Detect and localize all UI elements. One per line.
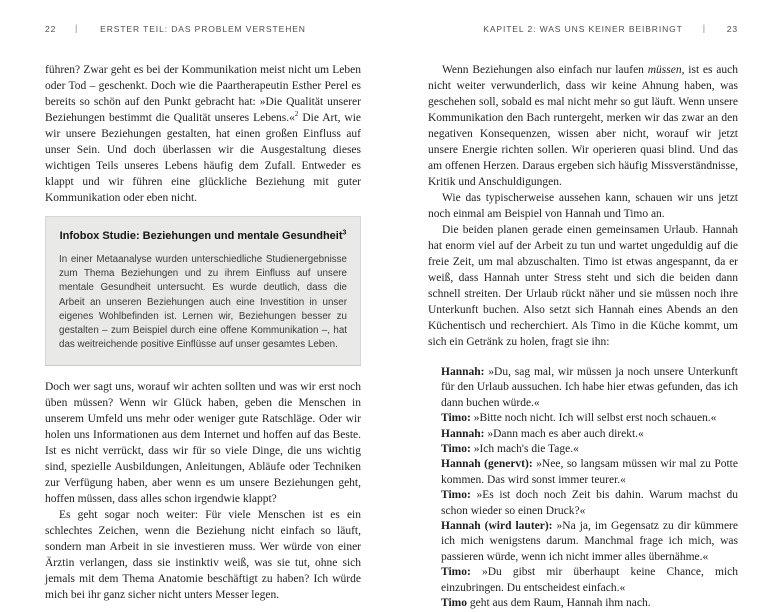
dialogue-line bbox=[441, 565, 738, 596]
header-divider: | bbox=[702, 23, 706, 33]
text-run: »Es ist doch noch Zeit bis dahin. Warum machst du schon wieder so einen Druck?« bbox=[441, 489, 738, 517]
body-paragraph bbox=[428, 222, 738, 350]
text-run: »Du gibst mir überhaupt keine Chance, mich einzubringen. Du entscheidest einfach.« bbox=[441, 566, 738, 594]
body-paragraph bbox=[45, 507, 361, 603]
left-page-content bbox=[45, 62, 361, 603]
body-paragraph bbox=[45, 62, 361, 206]
bold-text: Timo bbox=[441, 597, 467, 610]
text-run: Wie das typischerweise aussehen kann, schauen wir uns jetzt noch einmal am Beispiel von Hannah und Timo an. bbox=[428, 192, 738, 220]
infobox-title-text bbox=[59, 229, 347, 244]
text-run: geht aus dem Raum, Hannah ihm nach. bbox=[467, 597, 651, 610]
text-run: »Dann mach es aber auch direkt.« bbox=[484, 427, 644, 440]
dialogue-line bbox=[441, 457, 738, 488]
text-run: In einer Metaanalyse wurden unterschiedliche Studienergebnisse zum Thema Beziehungen und zu ihrem Einfluss auf unsere mentale Gesundheit untersucht. Es wurde deutlich, dass die Arbeit an unseren Beziehungen auch eine Investition in unser eigenes Wohlbefinden ist. Lernen wir, Beziehungen besser zu gestalten – zum Beispiel durch eine offene Kommunikation –, hat das weitreichende positive Einflüsse auf unser gesamtes Leben. bbox=[59, 254, 347, 351]
text-run: Es geht sogar noch weiter: Für viele Menschen ist es ein schlechtes Zeichen, wenn die Beziehung nicht einfach so läuft, sondern man Arbeit in sie investieren muss. Wer würde von einer Ärztin verlangen, dass sie instinktiv weiß, was sie tut, ohne sich jemals mit dem Thema Anatomie beschäftigt zu haben? Ich würde mich bei ihr ganz sicher nicht unters Messer legen. bbox=[45, 509, 361, 602]
text-run: führen? Zwar geht es bei der Kommunikation meist nicht um Leben oder Tod – geschenkt. Doch wie die Paartherapeutin Esther Perel es bereits so schön auf den Punkt gebracht hat: »Die Qualität unserer Beziehungen bestimmt die Qualität unseres Lebens.« bbox=[45, 64, 361, 124]
bold-text: Timo: bbox=[441, 566, 471, 579]
left-body-paragraphs bbox=[45, 379, 361, 603]
bold-text: Hannah: bbox=[441, 427, 485, 440]
infobox-study bbox=[45, 216, 361, 366]
text-run: Infobox Studie: Beziehungen und mentale Gesundheit bbox=[59, 230, 343, 242]
text-run: »Du, sag mal, wir müssen ja noch unsere Unterkunft für den Urlaub aussuchen. Ich habe hier etwas gefunden, das ich dann buchen würde.« bbox=[441, 366, 738, 409]
bold-text: Timo: bbox=[441, 443, 471, 456]
text-run: »Nee, so langsam müssen wir mal zu Potte kommen. Das wird sonst immer teurer.« bbox=[441, 458, 738, 486]
right-page-content bbox=[428, 62, 738, 612]
right-page-number: 23 bbox=[726, 24, 738, 34]
footnote-marker: 3 bbox=[342, 229, 347, 237]
text-run: »Na ja, im Gegensatz zu dir kümmere ich mich wenigstens darum. Manchmal frage ich mich, was passieren würde, wenn ich nicht immer alles übernähme.« bbox=[441, 520, 738, 563]
italic-text: müssen bbox=[647, 64, 682, 76]
text-run: Die beiden planen gerade einen gemeinsamen Urlaub. Hannah hat enorm viel auf der Arbeit zu tun und wartet ungeduldig auf die freie Zeit, um mal abzuschalten. Timo ist etwas angespannt, da er weiß, dass Hannah unter Stress steht und sich die beiden dann schnell streiten. Der Urlaub rückt näher und sie müssen noch ihre Unterkunft buchen. Also setzt sich Hannah eines Abends an den Küchentisch und recherchiert. Als Timo in die Küche kommt, um sich ein Getränk zu holen, fragt sie ihn: bbox=[428, 224, 738, 348]
bold-text: Timo: bbox=[441, 412, 471, 425]
dialogue-line bbox=[441, 427, 738, 442]
left-running-header bbox=[45, 24, 361, 36]
body-paragraph bbox=[428, 62, 738, 190]
right-running-header bbox=[428, 24, 738, 36]
bold-text: Hannah (genervt): bbox=[441, 458, 533, 471]
text-run: Die Art, wie wir unsere Beziehungen gestalten, hat einen großen Einfluss auf unser Sein. Und doch überlassen wir die Ausgestaltung dieses wichtigen Teils unseres Lebens häufig dem Zufall. Entweder es klappt und wir führen eine glückliche Beziehung mit guter Kommunikation oder eben nicht. bbox=[45, 112, 361, 204]
text-run: , ist es auch nicht weiter verwunderlich, dass wir keine Ahnung haben, was geschehen soll, sobald es mal nicht mehr so gut läuft. Wenn unsere Kommunikation den Bach runtergeht, merken wir das zwar an den negativen Konsequenzen, wissen aber nicht, worauf wir jetzt unsere Energie richten sollen. Wir operieren quasi blind. Und das am offenen Herzen. Daraus ergeben sich häufig Missverständnisse, Kritik und Anschuldigungen. bbox=[428, 64, 739, 188]
left-running-title: ERSTER TEIL: DAS PROBLEM VERSTEHEN bbox=[100, 24, 306, 34]
body-paragraph bbox=[45, 379, 361, 507]
page-left bbox=[45, 24, 361, 603]
bold-text: Timo: bbox=[441, 489, 471, 502]
dialogue-line bbox=[441, 442, 738, 457]
header-divider: | bbox=[75, 23, 79, 33]
text-run: »Ich mach's die Tage.« bbox=[470, 443, 579, 456]
bold-text: Hannah (wird lauter): bbox=[441, 520, 553, 533]
dialogue-line bbox=[441, 488, 738, 519]
left-page-number: 22 bbox=[45, 24, 57, 34]
page-right bbox=[428, 24, 738, 612]
right-body-paragraphs bbox=[428, 62, 738, 350]
infobox-body-text bbox=[59, 253, 347, 352]
left-intro-paragraphs bbox=[45, 62, 361, 206]
dialogue-block bbox=[441, 365, 738, 612]
body-paragraph bbox=[428, 190, 738, 222]
dialogue-line bbox=[441, 519, 738, 565]
bold-text: Hannah: bbox=[441, 366, 485, 378]
text-run: »Bitte noch nicht. Ich will selbst erst noch schauen.« bbox=[470, 412, 717, 425]
infobox-body bbox=[59, 253, 347, 352]
dialogue-line bbox=[441, 411, 738, 426]
infobox-title bbox=[59, 229, 347, 244]
footnote-marker: 2 bbox=[294, 110, 299, 119]
text-run: Doch wer sagt uns, worauf wir achten sollten und was wir erst noch üben müssen? Wenn wir Glück haben, geben die Menschen in unserem Umfeld uns mehr oder weniger gute Ratschläge. Oder wir holen uns Informationen aus dem Internet und hoffen auf das Beste. Ist es nicht verrückt, dass wir für so viele Dinge, die uns wichtig sind, spezielle Ausbildungen, Anleitungen, Abläufe oder Techniken zur Verfügung haben, aber wenn es um unsere Beziehungen geht, hoffen müssen, dass alles schon irgendwie klappt? bbox=[45, 381, 361, 506]
right-running-title: KAPITEL 2: WAS UNS KEINER BEIBRINGT bbox=[483, 24, 683, 34]
dialogue-line bbox=[441, 365, 738, 411]
dialogue-line bbox=[441, 596, 738, 611]
text-run: Wenn Beziehungen also einfach nur laufen bbox=[442, 64, 648, 76]
